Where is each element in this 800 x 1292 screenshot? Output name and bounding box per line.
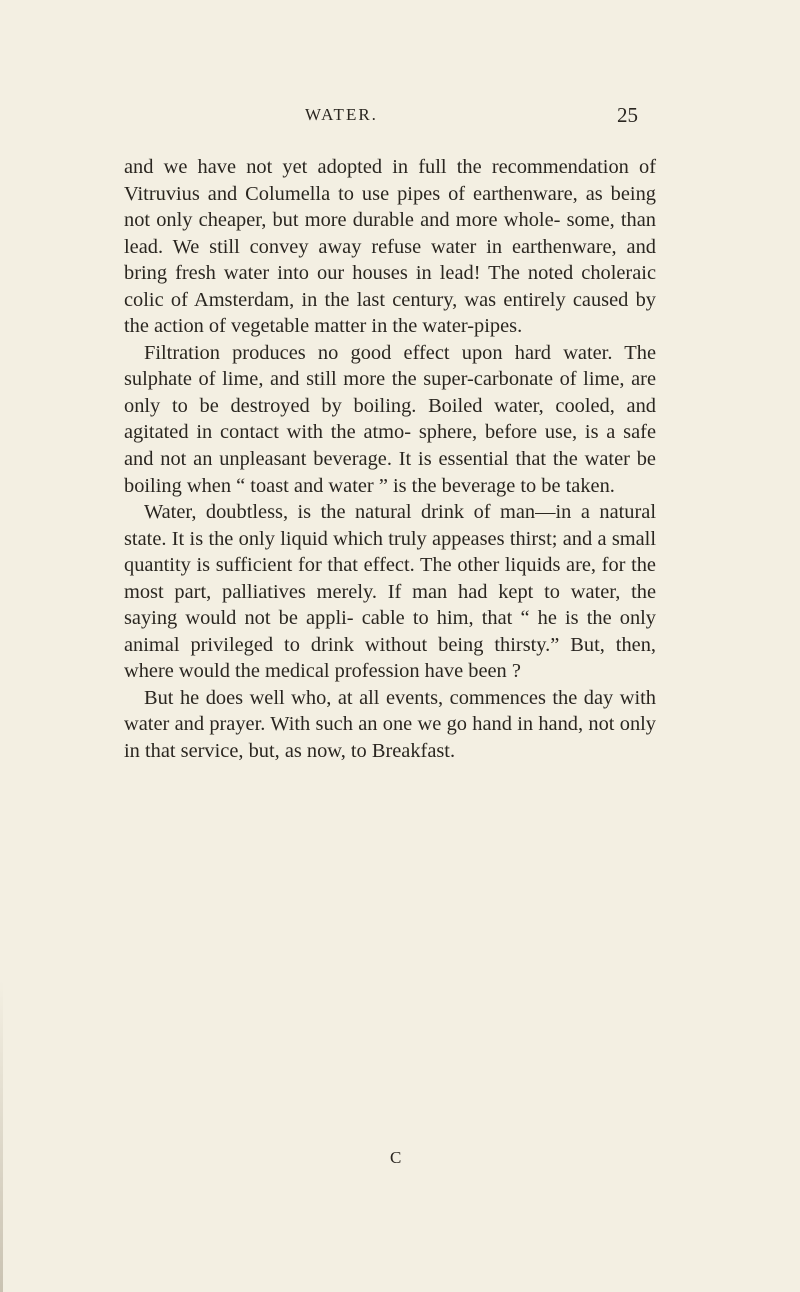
paragraph: and we have not yet adopted in full the recommendation of Vitruvius and Columella to use pipes of earthenware, as being not only cheaper, but more durable and more whole- some, than lead. We still convey away refuse water in earthenware, and bring fresh water into our houses in lead! The noted choleraic colic of Amsterdam, in the last century, was entirely caused by the action of vegetable matter in the water-pipes. [124,156,656,338]
paragraph: Water, doubtless, is the natural drink of man—in a natural state. It is the only liquid which truly appeases thirst; and a small quantity is sufficient for that effect. The other liquids are, for the most part, palliatives merely. If man had kept to water, the saying would not be appli- cable to him, that “ he is the only animal privileged to drink without being thirsty.” But, then, where would the medical profession have been ? [124,501,656,683]
running-head: WATER. [305,105,378,124]
paragraph: But he does well who, at all events, commences the day with water and prayer. With such an one we go hand in hand, not only in that service, but, as now, to Breakfast. [124,686,656,763]
signature-mark: C [390,1148,403,1167]
page-number: 25 [617,103,638,127]
body-text [124,154,656,765]
page-header [0,105,800,145]
paragraph: Filtration produces no good effect upon hard water. The sulphate of lime, and still more the super-carbonate of lime, are only to be destroyed by boiling. Boiled water, cooled, and agitated in contact with the atmo- sphere, before use, is a safe and not an unpleasant beverage. It is essential that the water be boiling when “ toast and water ” is the beverage to be taken. [124,341,656,497]
page-edge-shadow [0,980,3,1292]
